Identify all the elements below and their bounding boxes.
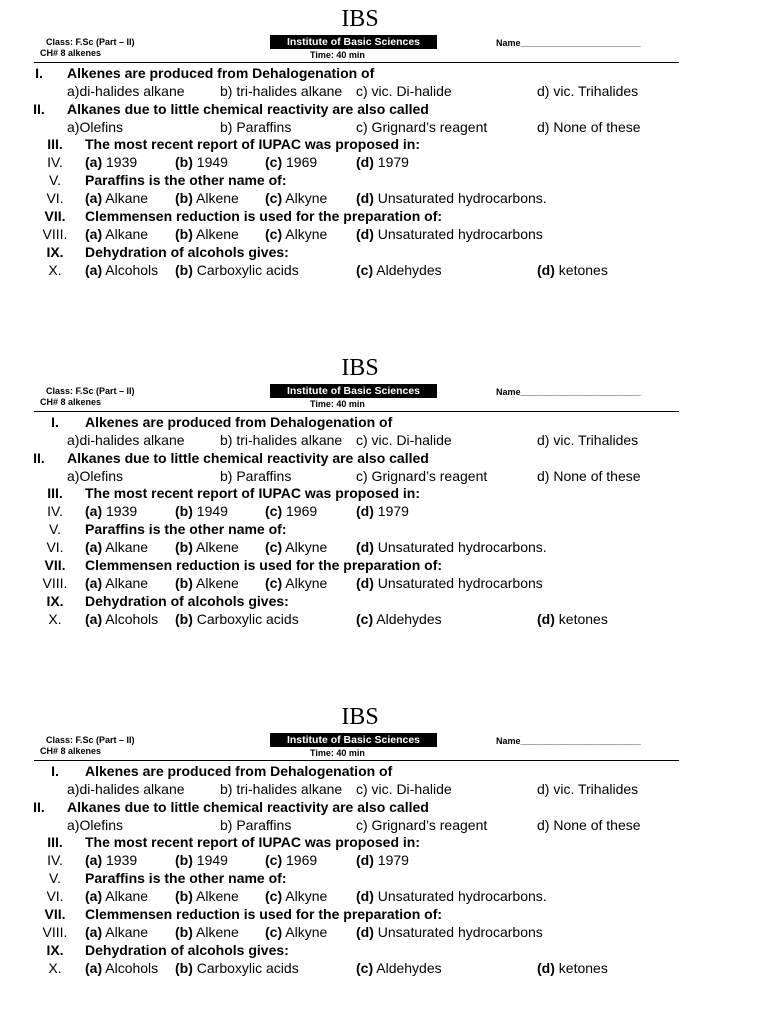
option-text: 1949 — [192, 154, 228, 170]
question-number: IX. — [46, 593, 64, 609]
question-number: II. — [33, 450, 45, 466]
question-text: Paraffins is the other name of: — [85, 870, 287, 886]
header-rule — [34, 411, 679, 412]
question-number: I. — [51, 763, 59, 779]
option-b — [175, 610, 299, 628]
question-text: Alkanes due to little chemical reactivity are also called — [67, 450, 429, 466]
option-a — [85, 153, 137, 171]
option-letter: (d) — [356, 924, 374, 940]
option-d — [356, 887, 547, 905]
option-d — [356, 923, 543, 941]
question-number: VI. — [46, 888, 64, 904]
option-letter: (a) — [85, 190, 103, 206]
option-text: ketones — [554, 611, 608, 627]
question-number: VII. — [44, 208, 66, 224]
option-letter: (d) — [537, 960, 555, 976]
option-d — [537, 610, 608, 628]
option-text: Alkene — [192, 539, 239, 555]
option-letter: (a) — [85, 262, 103, 278]
chapter-label: CH# 8 alkenes — [40, 48, 102, 58]
option-letter: (c) — [265, 503, 283, 519]
option-letter: (c) — [356, 262, 374, 278]
option-text: 1949 — [192, 852, 228, 868]
question-number: V. — [49, 870, 61, 886]
option-c — [356, 959, 442, 977]
option-b — [175, 887, 239, 905]
option-b — [175, 959, 299, 977]
option-letter: (c) — [265, 924, 283, 940]
question-number: III. — [47, 485, 63, 501]
option-letter: (b) — [175, 539, 193, 555]
option-d: d) vic. Trihalides — [537, 432, 639, 448]
option-letter: (d) — [537, 262, 555, 278]
option-c: c) Grignard’s reagent — [356, 817, 488, 833]
question-text: Alkanes due to little chemical reactivity are also called — [67, 101, 429, 117]
question-text: Alkanes due to little chemical reactivity are also called — [67, 799, 429, 815]
option-b: b) Paraffins — [220, 119, 292, 135]
option-text: ketones — [554, 262, 608, 278]
option-text: 1969 — [282, 154, 318, 170]
option-text: Unsaturated hydrocarbons — [373, 924, 543, 940]
option-text: 1969 — [282, 503, 318, 519]
question-number: IV. — [47, 154, 63, 170]
option-text: Unsaturated hydrocarbons. — [373, 539, 547, 555]
option-a — [85, 189, 148, 207]
question-number: VIII. — [42, 226, 68, 242]
quiz-sheet-1 — [0, 0, 768, 300]
option-a — [85, 261, 158, 279]
option-b — [175, 189, 239, 207]
question-text: Clemmensen reduction is used for the preparation of: — [85, 557, 443, 573]
option-d: d) vic. Trihalides — [537, 83, 639, 99]
option-d — [537, 959, 608, 977]
option-text: Alkyne — [282, 226, 328, 242]
option-b: b) tri-halides alkane — [220, 432, 343, 448]
option-letter: (b) — [175, 888, 193, 904]
option-letter: (a) — [85, 575, 103, 591]
option-text: Aldehydes — [373, 960, 442, 976]
option-text: Alkane — [102, 190, 149, 206]
class-label: Class: F.Sc (Part – II) — [46, 37, 135, 47]
option-c — [265, 153, 317, 171]
option-c — [356, 261, 442, 279]
option-letter: (b) — [175, 503, 193, 519]
option-c — [265, 189, 327, 207]
question-number: III. — [47, 834, 63, 850]
option-text: Unsaturated hydrocarbons. — [373, 888, 547, 904]
option-c: c) vic. Di-halide — [356, 781, 452, 797]
option-letter: (b) — [175, 154, 193, 170]
option-letter: (d) — [356, 226, 374, 242]
option-text: 1939 — [102, 503, 138, 519]
option-letter: (b) — [175, 575, 193, 591]
option-letter: (c) — [356, 960, 374, 976]
question-number: VI. — [46, 190, 64, 206]
option-d — [356, 225, 543, 243]
question-text: Clemmensen reduction is used for the preparation of: — [85, 208, 443, 224]
header-rule — [34, 760, 679, 761]
option-letter: (a) — [85, 226, 103, 242]
option-letter: (a) — [85, 539, 103, 555]
question-text: Paraffins is the other name of: — [85, 521, 287, 537]
option-letter: (d) — [356, 539, 374, 555]
option-text: Alkene — [192, 575, 239, 591]
question-text: Clemmensen reduction is used for the preparation of: — [85, 906, 443, 922]
institute-banner: Institute of Basic Sciences — [270, 733, 437, 747]
time-label: Time: 40 min — [310, 50, 365, 60]
question-number: IV. — [47, 503, 63, 519]
option-letter: (a) — [85, 503, 103, 519]
option-c — [265, 225, 327, 243]
option-letter: (c) — [356, 611, 374, 627]
option-text: Alkyne — [282, 190, 328, 206]
question-text: Alkenes are produced from Dehalogenation of — [85, 414, 393, 430]
quiz-sheet-3 — [0, 698, 768, 998]
question-number: III. — [47, 136, 63, 152]
option-d — [356, 153, 409, 171]
option-letter: (d) — [356, 154, 374, 170]
option-letter: (c) — [265, 539, 283, 555]
option-letter: (a) — [85, 888, 103, 904]
option-d — [537, 261, 608, 279]
option-letter: (d) — [356, 852, 374, 868]
option-a: a)Olefins — [67, 817, 124, 833]
question-text: Dehydration of alcohols gives: — [85, 942, 289, 958]
option-text: 1969 — [282, 852, 318, 868]
sheet-title: IBS — [341, 355, 379, 381]
option-letter: (a) — [85, 960, 103, 976]
option-b — [175, 851, 228, 869]
option-text: 1949 — [192, 503, 228, 519]
option-letter: (d) — [356, 190, 374, 206]
option-text: 1939 — [102, 852, 138, 868]
option-text: Aldehydes — [373, 262, 442, 278]
option-letter: (c) — [265, 154, 283, 170]
option-letter: (d) — [356, 888, 374, 904]
option-letter: (a) — [85, 852, 103, 868]
chapter-label: CH# 8 alkenes — [40, 746, 102, 756]
option-a: a)di-halides alkane — [67, 432, 185, 448]
option-letter: (c) — [265, 226, 283, 242]
option-d: d) vic. Trihalides — [537, 781, 639, 797]
option-text: Unsaturated hydrocarbons. — [373, 190, 547, 206]
option-text: Unsaturated hydrocarbons — [373, 226, 543, 242]
option-letter: (b) — [175, 852, 193, 868]
option-letter: (c) — [265, 575, 283, 591]
question-number: V. — [49, 521, 61, 537]
option-letter: (d) — [356, 503, 374, 519]
option-text: Alkane — [102, 888, 149, 904]
question-number: VII. — [44, 557, 66, 573]
question-number: IV. — [47, 852, 63, 868]
question-text: Dehydration of alcohols gives: — [85, 593, 289, 609]
option-b — [175, 923, 239, 941]
option-d — [356, 851, 409, 869]
option-a — [85, 959, 158, 977]
question-number: II. — [33, 799, 45, 815]
chapter-label: CH# 8 alkenes — [40, 397, 102, 407]
option-text: Alkane — [102, 575, 149, 591]
option-letter: (b) — [175, 960, 193, 976]
option-letter: (a) — [85, 611, 103, 627]
option-a: a)di-halides alkane — [67, 83, 185, 99]
option-c: c) Grignard’s reagent — [356, 119, 488, 135]
option-c — [265, 887, 327, 905]
option-text: Alkane — [102, 539, 149, 555]
option-a: a)Olefins — [67, 468, 124, 484]
option-c — [265, 574, 327, 592]
question-number: V. — [49, 172, 61, 188]
option-c — [265, 851, 317, 869]
option-letter: (b) — [175, 924, 193, 940]
class-label: Class: F.Sc (Part – II) — [46, 386, 135, 396]
option-d: d) None of these — [537, 817, 641, 833]
option-text: 1979 — [373, 503, 409, 519]
option-text: 1979 — [373, 154, 409, 170]
option-letter: (c) — [265, 888, 283, 904]
option-d: d) None of these — [537, 119, 641, 135]
option-b — [175, 261, 299, 279]
option-text: Alcohols — [102, 611, 159, 627]
question-text: The most recent report of IUPAC was proposed in: — [85, 136, 421, 152]
question-number: I. — [35, 65, 43, 81]
option-text: Alkene — [192, 924, 239, 940]
option-text: Alkene — [192, 888, 239, 904]
option-letter: (b) — [175, 190, 193, 206]
question-number: II. — [33, 101, 45, 117]
option-a — [85, 887, 148, 905]
question-number: X. — [48, 262, 62, 278]
option-d — [356, 502, 409, 520]
sheet-title: IBS — [341, 6, 379, 32]
option-text: Alkyne — [282, 888, 328, 904]
question-number: IX. — [46, 942, 64, 958]
time-label: Time: 40 min — [310, 748, 365, 758]
option-letter: (b) — [175, 226, 193, 242]
option-a: a)Olefins — [67, 119, 124, 135]
header-rule — [34, 62, 679, 63]
option-c: c) Grignard’s reagent — [356, 468, 488, 484]
option-text: Alcohols — [102, 262, 159, 278]
option-text: Alkyne — [282, 924, 328, 940]
option-d — [356, 189, 547, 207]
option-letter: (a) — [85, 924, 103, 940]
quiz-sheet-2 — [0, 349, 768, 649]
option-b: b) tri-halides alkane — [220, 83, 343, 99]
option-a — [85, 851, 137, 869]
option-text: Carboxylic acids — [192, 262, 299, 278]
option-b — [175, 153, 228, 171]
option-letter: (d) — [537, 611, 555, 627]
question-text: The most recent report of IUPAC was proposed in: — [85, 834, 421, 850]
option-c — [356, 610, 442, 628]
option-letter: (c) — [265, 852, 283, 868]
question-number: I. — [51, 414, 59, 430]
option-a: a)di-halides alkane — [67, 781, 185, 797]
option-c: c) vic. Di-halide — [356, 83, 452, 99]
name-field: Name________________________ — [496, 38, 641, 48]
option-text: 1979 — [373, 852, 409, 868]
sheet-title: IBS — [341, 704, 379, 730]
class-label: Class: F.Sc (Part – II) — [46, 735, 135, 745]
option-b: b) Paraffins — [220, 817, 292, 833]
option-c — [265, 502, 317, 520]
option-b — [175, 502, 228, 520]
option-letter: (b) — [175, 611, 193, 627]
option-c — [265, 923, 327, 941]
option-text: Alkyne — [282, 575, 328, 591]
option-a — [85, 538, 148, 556]
option-text: Carboxylic acids — [192, 611, 299, 627]
option-letter: (d) — [356, 575, 374, 591]
option-a — [85, 610, 158, 628]
option-a — [85, 574, 148, 592]
question-number: X. — [48, 960, 62, 976]
question-text: Alkenes are produced from Dehalogenation of — [67, 65, 375, 81]
time-label: Time: 40 min — [310, 399, 365, 409]
question-number: VIII. — [42, 924, 68, 940]
option-text: 1939 — [102, 154, 138, 170]
option-b — [175, 574, 239, 592]
option-d — [356, 574, 543, 592]
option-text: Alkene — [192, 190, 239, 206]
option-letter: (c) — [265, 190, 283, 206]
option-d: d) None of these — [537, 468, 641, 484]
option-a — [85, 923, 148, 941]
option-text: Unsaturated hydrocarbons — [373, 575, 543, 591]
option-d — [356, 538, 547, 556]
question-text: Alkenes are produced from Dehalogenation of — [85, 763, 393, 779]
option-c: c) vic. Di-halide — [356, 432, 452, 448]
question-text: Paraffins is the other name of: — [85, 172, 287, 188]
question-text: The most recent report of IUPAC was proposed in: — [85, 485, 421, 501]
question-number: X. — [48, 611, 62, 627]
option-text: ketones — [554, 960, 608, 976]
institute-banner: Institute of Basic Sciences — [270, 35, 437, 49]
option-c — [265, 538, 327, 556]
option-text: Alkene — [192, 226, 239, 242]
option-text: Alkane — [102, 924, 149, 940]
name-field: Name________________________ — [496, 387, 641, 397]
question-number: VII. — [44, 906, 66, 922]
option-letter: (a) — [85, 154, 103, 170]
option-letter: (b) — [175, 262, 193, 278]
option-text: Alcohols — [102, 960, 159, 976]
name-field: Name________________________ — [496, 736, 641, 746]
option-text: Alkyne — [282, 539, 328, 555]
question-number: VIII. — [42, 575, 68, 591]
option-a — [85, 225, 148, 243]
question-number: IX. — [46, 244, 64, 260]
option-b: b) Paraffins — [220, 468, 292, 484]
option-text: Aldehydes — [373, 611, 442, 627]
institute-banner: Institute of Basic Sciences — [270, 384, 437, 398]
option-text: Alkane — [102, 226, 149, 242]
option-b — [175, 225, 239, 243]
question-number: VI. — [46, 539, 64, 555]
option-a — [85, 502, 137, 520]
option-text: Carboxylic acids — [192, 960, 299, 976]
option-b — [175, 538, 239, 556]
option-b: b) tri-halides alkane — [220, 781, 343, 797]
question-text: Dehydration of alcohols gives: — [85, 244, 289, 260]
